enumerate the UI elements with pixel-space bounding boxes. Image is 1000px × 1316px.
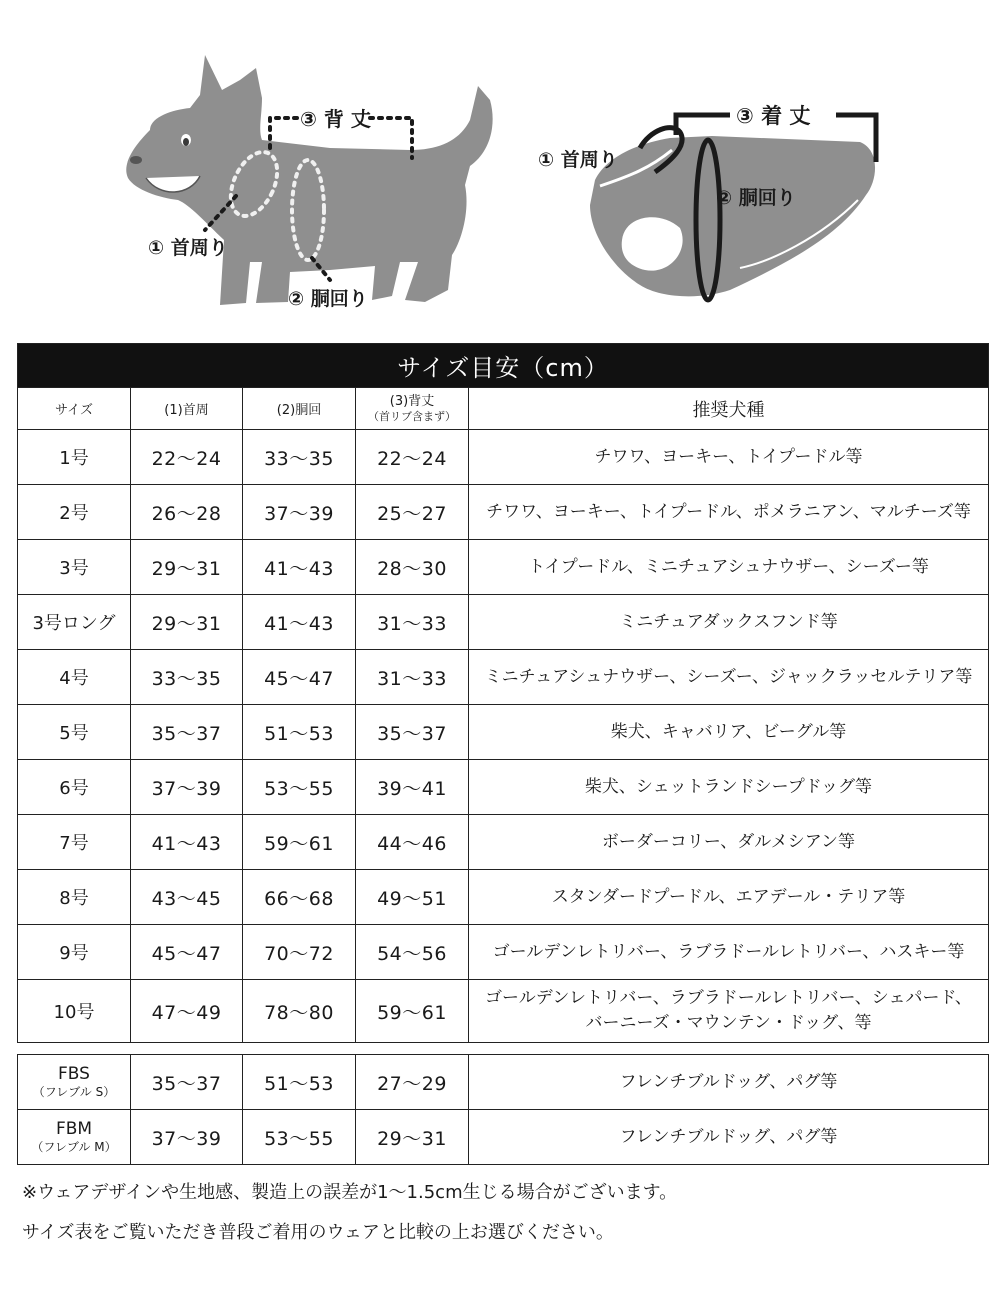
cell-breed: ミニチュアダックスフンド等	[469, 595, 989, 650]
cell-back: 31～33	[356, 650, 469, 705]
cell-neck: 37～39	[131, 760, 243, 815]
cell-back: 28～30	[356, 540, 469, 595]
cell-breed-line: バーニーズ・マウンテン・ドッグ、等	[585, 1013, 872, 1033]
cell-neck: 35～37	[131, 1055, 243, 1110]
table-row	[18, 760, 989, 815]
cell-body: 45～47	[243, 650, 356, 705]
cell-body: 37～39	[243, 485, 356, 540]
cell-breed	[469, 980, 989, 1043]
cell-size: 6号	[18, 760, 131, 815]
cell-breed: フレンチブルドッグ、パグ等	[469, 1110, 989, 1165]
cell-breed: チワワ、ヨーキー、トイプードル等	[469, 430, 989, 485]
cell-size: 3号	[18, 540, 131, 595]
cell-back: 27～29	[356, 1055, 469, 1110]
cell-body: 70～72	[243, 925, 356, 980]
size-table	[17, 343, 989, 1043]
table-row	[18, 980, 989, 1043]
cell-neck: 47～49	[131, 980, 243, 1043]
cell-back: 22～24	[356, 430, 469, 485]
cell-back: 44～46	[356, 815, 469, 870]
cell-neck: 45～47	[131, 925, 243, 980]
dog-back-label: ③ 背 丈	[300, 107, 371, 131]
fb-size-sub: （フレブル S）	[32, 1085, 116, 1099]
cell-breed: ボーダーコリー、ダルメシアン等	[469, 815, 989, 870]
cell-body: 53～55	[243, 760, 356, 815]
cell-back: 49～51	[356, 870, 469, 925]
table-row	[18, 430, 989, 485]
cell-back: 54～56	[356, 925, 469, 980]
cell-back: 59～61	[356, 980, 469, 1043]
cell-back: 35～37	[356, 705, 469, 760]
wear-neck-label: ① 首周り	[538, 149, 618, 171]
french-bulldog-table	[17, 1054, 989, 1165]
dog-silhouette	[126, 55, 492, 305]
header-back-note: （首リブ含まず）	[368, 410, 456, 423]
cell-body: 78～80	[243, 980, 356, 1043]
cell-body: 51～53	[243, 705, 356, 760]
table-row	[18, 485, 989, 540]
cell-breed: チワワ、ヨーキー、トイプードル、ポメラニアン、マルチーズ等	[469, 485, 989, 540]
table-row	[18, 705, 989, 760]
header-size: サイズ	[18, 388, 131, 430]
garment-silhouette	[590, 136, 875, 296]
cell-neck: 33～35	[131, 650, 243, 705]
cell-size: 3号ロング	[18, 595, 131, 650]
table-title: サイズ目安（cm）	[18, 344, 989, 388]
cell-back: 31～33	[356, 595, 469, 650]
cell-back: 29～31	[356, 1110, 469, 1165]
cell-size: 10号	[18, 980, 131, 1043]
cell-size: 5号	[18, 705, 131, 760]
wear-length-label: ③ 着 丈	[736, 104, 811, 128]
cell-size: 1号	[18, 430, 131, 485]
cell-size: 7号	[18, 815, 131, 870]
table-row	[18, 925, 989, 980]
cell-size: 9号	[18, 925, 131, 980]
cell-breed: トイプードル、ミニチュアシュナウザー、シーズー等	[469, 540, 989, 595]
table-row	[18, 1055, 989, 1110]
cell-breed: フレンチブルドッグ、パグ等	[469, 1055, 989, 1110]
table-row	[18, 1110, 989, 1165]
header-breed: 推奨犬種	[469, 388, 989, 430]
cell-body: 66～68	[243, 870, 356, 925]
cell-body: 33～35	[243, 430, 356, 485]
cell-body: 53～55	[243, 1110, 356, 1165]
header-neck: (1)首周	[131, 388, 243, 430]
table-header-row	[18, 388, 989, 430]
header-back	[356, 388, 469, 430]
cell-breed: 柴犬、キャバリア、ビーグル等	[469, 705, 989, 760]
cell-size: 8号	[18, 870, 131, 925]
cell-size	[18, 1110, 131, 1165]
cell-breed-line: ゴールデンレトリバー、ラブラドールレトリバー、シェパード、	[485, 988, 972, 1008]
header-body: (2)胴回	[243, 388, 356, 430]
cell-body: 59～61	[243, 815, 356, 870]
fb-size-name: FBS	[58, 1064, 90, 1084]
note-compare: サイズ表をご覧いただき普段ご着用のウェアと比較の上お選びください。	[22, 1222, 614, 1243]
cell-body: 41～43	[243, 595, 356, 650]
cell-neck: 26～28	[131, 485, 243, 540]
dog-body-label: ② 胴回り	[288, 288, 368, 310]
dog-neck-label: ① 首周り	[148, 237, 228, 259]
cell-neck: 29～31	[131, 540, 243, 595]
cell-breed: ゴールデンレトリバー、ラブラドールレトリバー、ハスキー等	[469, 925, 989, 980]
table-row	[18, 595, 989, 650]
cell-breed: 柴犬、シェットランドシープドッグ等	[469, 760, 989, 815]
cell-body: 41～43	[243, 540, 356, 595]
cell-neck: 35～37	[131, 705, 243, 760]
cell-size	[18, 1055, 131, 1110]
cell-breed: スタンダードプードル、エアデール・テリア等	[469, 870, 989, 925]
cell-back: 25～27	[356, 485, 469, 540]
table-row	[18, 815, 989, 870]
cell-neck: 37～39	[131, 1110, 243, 1165]
header-back-label: (3)背丈	[389, 394, 435, 409]
table-row	[18, 650, 989, 705]
cell-size: 2号	[18, 485, 131, 540]
fb-size-name: FBM	[55, 1119, 93, 1139]
wear-body-label: ② 胴回り	[716, 187, 796, 209]
table-row	[18, 540, 989, 595]
cell-size: 4号	[18, 650, 131, 705]
table-row	[18, 870, 989, 925]
cell-neck: 22～24	[131, 430, 243, 485]
cell-neck: 41～43	[131, 815, 243, 870]
cell-back: 39～41	[356, 760, 469, 815]
cell-body: 51～53	[243, 1055, 356, 1110]
cell-neck: 29～31	[131, 595, 243, 650]
note-tolerance: ※ウェアデザインや生地感、製造上の誤差が1～1.5cm生じる場合がございます。	[22, 1182, 678, 1203]
cell-neck: 43～45	[131, 870, 243, 925]
cell-breed: ミニチュアシュナウザー、シーズー、ジャックラッセルテリア等	[469, 650, 989, 705]
measurement-illustration	[0, 0, 1000, 330]
fb-size-sub: （フレブル M）	[31, 1140, 117, 1154]
